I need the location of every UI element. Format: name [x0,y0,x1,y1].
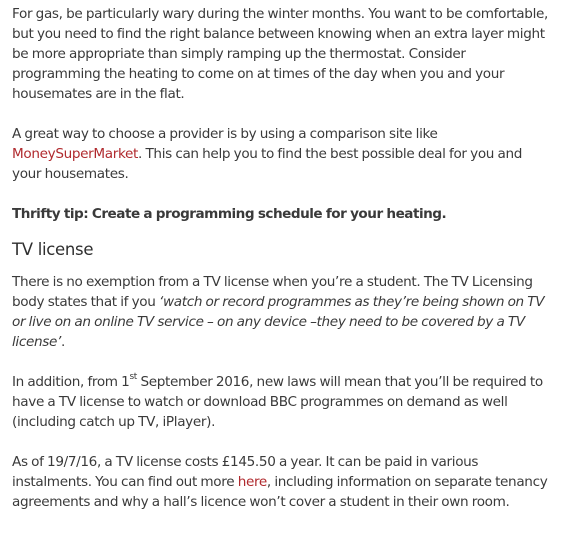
heading-spacer [12,262,549,272]
ordinal-suffix: st [129,372,137,383]
tv-exemption-end: . [60,334,65,350]
paragraph-spacer [12,352,549,372]
tv-cost-text-end: , including information on separate tenancy agreements and why a hall’s licence won’t cover a student in their own room. [12,474,548,510]
moneysupermarket-link[interactable]: MoneySuperMarket [12,146,139,162]
thrifty-tip: Thrifty tip: Create a programming schedule for your heating. [12,206,447,222]
tv-exemption-paragraph [12,272,549,352]
provider-text-end: . This can help you to find the best possible deal for you and your housemates. [12,146,523,182]
tv-licensing-quote: ‘watch or record programmes as they’re being shown on TV or live on an online TV service – on any device –they need to be covered by a TV license’ [12,294,545,350]
tv-cost-paragraph [12,452,549,512]
tv-cost-text-start: As of 19/7/16, a TV license costs £145.50 a year. It can be paid in various instalments. You can find out more [12,454,479,490]
tv-exemption-text: There is no exemption from a TV license when you’re a student. The TV Licensing body states that if you [12,274,533,310]
here-link[interactable]: here [237,474,267,490]
bbc-law-text-start: In addition, from 1 [12,374,130,390]
bbc-law-text-end: September 2016, new laws will mean that you’ll be required to have a TV license to watch or download BBC programmes on demand as well (including catch up TV, iPlayer). [12,374,543,430]
bbc-law-paragraph [12,372,549,432]
tv-license-heading: TV license [12,240,94,259]
provider-text-start: A great way to choose a provider is by using a comparison site like [12,126,438,142]
gas-paragraph: For gas, be particularly wary during the winter months. You want to be comfortable, but you need to find the right balance between knowing when an extra layer might be more appropriate than simply ramping up the thermostat. Consider programming the heating to come on at times of the day when you and your housemates are in the flat. [12,6,548,102]
provider-paragraph [12,124,549,184]
paragraph-spacer [12,432,549,452]
